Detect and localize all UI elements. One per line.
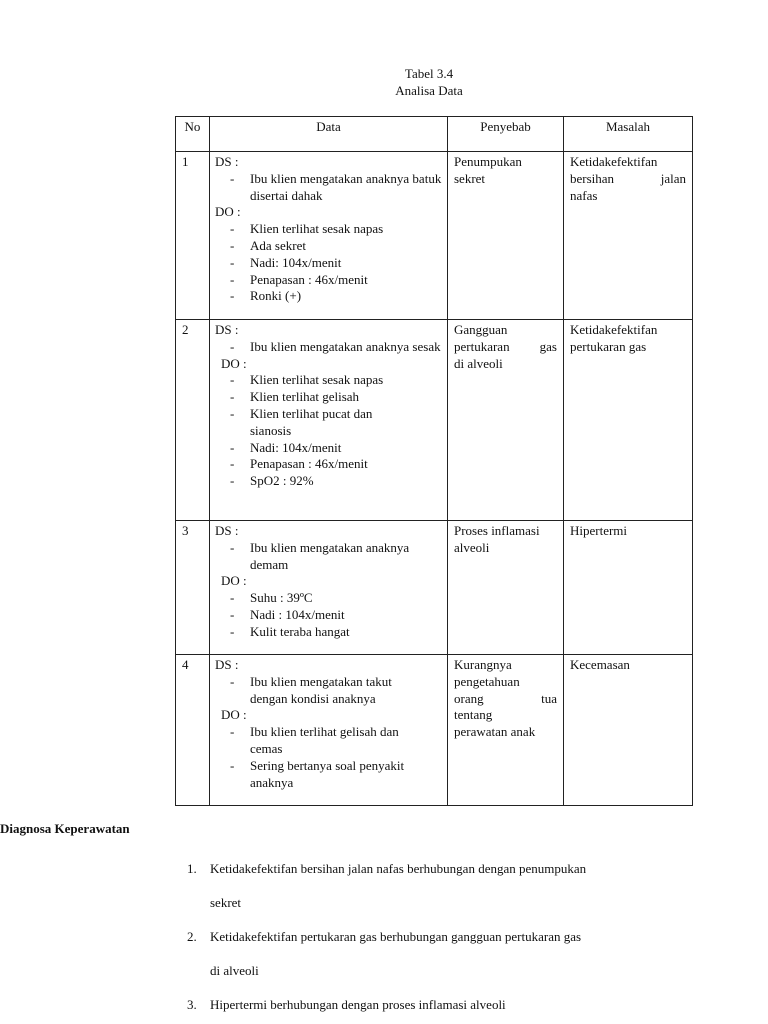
row-cause: Penumpukan sekret xyxy=(448,152,564,320)
section-heading: Diagnosa Keperawatan xyxy=(0,821,130,836)
list-item xyxy=(187,852,687,920)
list-item: - Ronki (+) xyxy=(215,288,443,305)
list-item: - Sering bertanya soal penyakit anaknya xyxy=(215,758,443,792)
list-item: - Ada sekret xyxy=(215,238,443,255)
row-cause: Proses inflamasi alveoli xyxy=(448,521,564,655)
row-problem: Hipertermi xyxy=(564,521,693,655)
header-cause: Penyebab xyxy=(448,117,564,152)
item-text: di alveoli xyxy=(210,963,259,978)
list-item: - Klien terlihat pucat dan sianosis xyxy=(215,406,443,440)
row-data xyxy=(210,655,448,806)
table-row xyxy=(176,521,693,655)
row-problem: Kecemasan xyxy=(564,655,693,806)
do-label: DO : xyxy=(221,573,247,589)
do-label: DO : xyxy=(215,204,241,220)
table-row xyxy=(176,320,693,521)
list-item: - Ibu klien mengatakan anaknya batuk disertai dahak xyxy=(215,171,443,205)
list-item: - Ibu klien terlihat gelisah dan cemas xyxy=(215,724,443,758)
header-no: No xyxy=(176,117,210,152)
ds-list xyxy=(215,339,443,356)
row-number: 2 xyxy=(176,320,210,521)
item-text: Hipertermi berhubungan dengan proses inflamasi alveoli xyxy=(210,997,506,1012)
list-item: - SpO2 : 92% xyxy=(215,473,443,490)
header-data: Data xyxy=(210,117,448,152)
do-list xyxy=(215,724,443,791)
do-list xyxy=(215,221,443,305)
item-number: 3. xyxy=(187,997,197,1012)
do-list xyxy=(215,590,443,640)
do-label: DO : xyxy=(221,707,247,723)
ds-label: DS : xyxy=(215,657,239,672)
ds-label: DS : xyxy=(215,322,239,337)
do-list xyxy=(215,372,443,490)
list-item: - Penapasan : 46x/menit xyxy=(215,272,443,289)
list-item: - Klien terlihat sesak napas xyxy=(215,221,443,238)
list-item: - Ibu klien mengatakan takut dengan kondisi anaknya xyxy=(215,674,443,708)
item-text: Ketidakefektifan bersihan jalan nafas berhubungan dengan penumpukan xyxy=(210,861,587,876)
row-number: 3 xyxy=(176,521,210,655)
table-row xyxy=(176,655,693,806)
row-number: 1 xyxy=(176,152,210,320)
diagnosis-list xyxy=(187,852,687,1022)
ds-list xyxy=(215,171,443,205)
list-item xyxy=(187,920,687,988)
list-item: - Penapasan : 46x/menit xyxy=(215,456,443,473)
row-cause: Kurangnya pengetahuan orang tua tentang perawatan anak xyxy=(448,655,564,806)
row-data xyxy=(210,320,448,521)
list-item: - Nadi: 104x/menit xyxy=(215,255,443,272)
item-text: Ketidakefektifan pertukaran gas berhubungan gangguan pertukaran gas xyxy=(210,929,582,944)
table-header-row xyxy=(176,117,693,152)
list-item: - Ibu klien mengatakan anaknya demam xyxy=(215,540,443,574)
row-problem: Ketidakefektifan bersihan jalan nafas xyxy=(564,152,693,320)
analysis-table xyxy=(175,116,693,806)
row-data xyxy=(210,521,448,655)
ds-list xyxy=(215,540,443,574)
list-item xyxy=(187,988,687,1022)
list-item: - Klien terlihat sesak napas xyxy=(215,372,443,389)
row-data xyxy=(210,152,448,320)
row-problem: Ketidakefektifan pertukaran gas xyxy=(564,320,693,521)
item-number: 2. xyxy=(187,929,197,944)
header-problem: Masalah xyxy=(564,117,693,152)
item-text: sekret xyxy=(210,895,242,910)
list-item: - Kulit teraba hangat xyxy=(215,624,443,641)
list-item: - Nadi : 104x/menit xyxy=(215,607,443,624)
list-item: - Klien terlihat gelisah xyxy=(215,389,443,406)
row-cause: Gangguan pertukaran gas di alveoli xyxy=(448,320,564,521)
table-caption-number: Tabel 3.4 xyxy=(404,66,454,81)
ds-label: DS : xyxy=(215,154,239,169)
item-number: 1. xyxy=(187,861,197,876)
do-label: DO : xyxy=(221,355,247,371)
table-row xyxy=(176,152,693,320)
list-item: - Nadi: 104x/menit xyxy=(215,440,443,457)
table-caption-title: Analisa Data xyxy=(395,83,463,98)
list-item: - Suhu : 39ºC xyxy=(215,590,443,607)
ds-list xyxy=(215,674,443,708)
list-item: - Ibu klien mengatakan anaknya sesak xyxy=(215,339,443,356)
ds-label: DS : xyxy=(215,523,239,538)
row-number: 4 xyxy=(176,655,210,806)
